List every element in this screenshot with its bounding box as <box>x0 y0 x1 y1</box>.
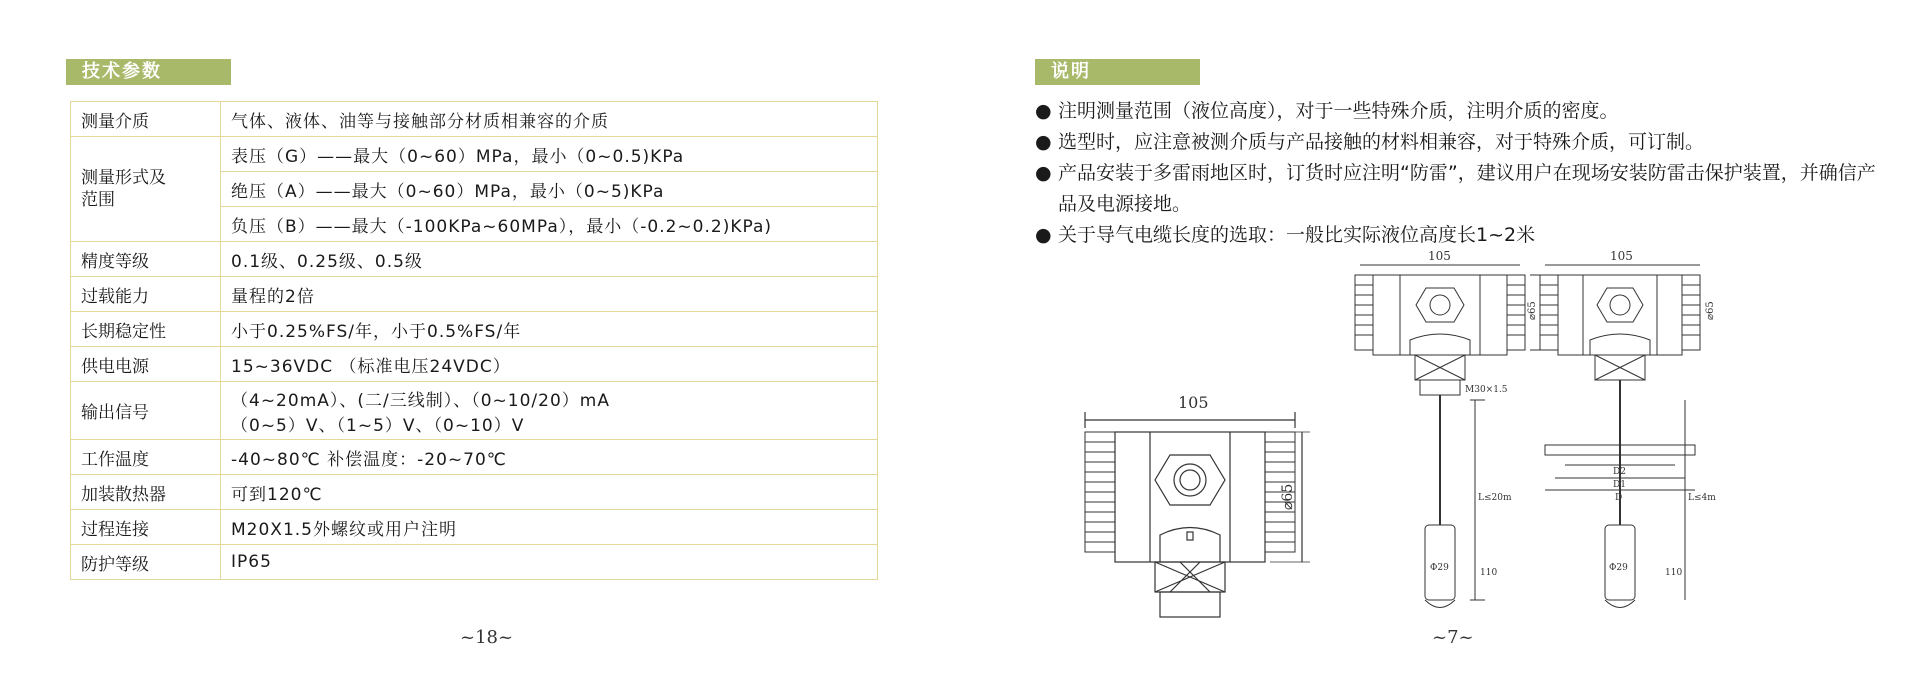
spec-value: 0.1级、0.25级、0.5级 <box>221 242 878 277</box>
spec-label: 供电电源 <box>71 347 221 382</box>
note-item: ● 选型时，应注意被测介质与产品接触的材料相兼容，对于特殊介质，可订制。 <box>1035 127 1905 158</box>
spec-row <box>71 277 878 312</box>
spec-label: 长期稳定性 <box>71 312 221 347</box>
spec-row <box>71 475 878 510</box>
dim-height-label: ⌀65 <box>1527 301 1538 320</box>
thread-label: M30×1.5 <box>1465 385 1508 395</box>
spec-value <box>221 382 878 440</box>
dim-width-label: 105 <box>1610 249 1633 263</box>
spec-label: 测量介质 <box>71 102 221 137</box>
bullet-icon: ● <box>1035 131 1052 153</box>
note-item: ● 产品安装于多雷雨地区时，订货时应注明“防雷”，建议用户在现场安装防雷击保护装置，并确信产品及电源接地。 <box>1035 158 1878 220</box>
spec-label: 过程连接 <box>71 510 221 545</box>
spec-value: M20X1.5外螺纹或用户注明 <box>221 510 878 545</box>
page-number-right: ~7~ <box>1432 627 1474 648</box>
spec-row <box>71 102 878 137</box>
dim-width-label: 105 <box>1178 393 1209 412</box>
dim-height-label: ⌀65 <box>1705 301 1716 320</box>
spec-label: 精度等级 <box>71 242 221 277</box>
spec-label: 输出信号 <box>71 382 221 440</box>
section-title-tech-params: 技术参数 <box>66 59 231 85</box>
probe-diameter-label: Φ29 <box>1609 563 1628 573</box>
spec-table <box>70 101 878 580</box>
spec-value: IP65 <box>221 545 878 580</box>
note-item: ● 关于导气电缆长度的选取：一般比实际液位高度长1~2米 <box>1035 220 1905 251</box>
spec-row <box>71 312 878 347</box>
section-title-notes: 说明 <box>1035 59 1200 85</box>
flange-level-transmitter-drawing <box>1535 250 1735 620</box>
spec-label: 过载能力 <box>71 277 221 312</box>
probe-length-label: 110 <box>1480 568 1498 578</box>
spec-value: -40~80℃ 补偿温度：-20~70℃ <box>221 440 878 475</box>
bullet-icon: ● <box>1035 162 1052 184</box>
dim-width-label: 105 <box>1428 249 1451 263</box>
spec-value: 可到120℃ <box>221 475 878 510</box>
spec-label: 测量形式及范围 <box>71 137 221 242</box>
probe-length-label: 110 <box>1665 568 1683 578</box>
spec-label: 防护等级 <box>71 545 221 580</box>
spec-row <box>71 347 878 382</box>
dim-d-label: D <box>1615 493 1623 503</box>
dim-height-label: ⌀65 <box>1280 483 1296 510</box>
spec-value-line: （4~20mA）、(二/三线制）、（0~10/20）mA <box>231 390 610 411</box>
length-label: L≤4m <box>1688 493 1716 503</box>
page-number-left: ~18~ <box>460 627 514 648</box>
spec-value: 量程的2倍 <box>221 277 878 312</box>
bullet-icon: ● <box>1035 100 1052 122</box>
spec-label: 加装散热器 <box>71 475 221 510</box>
housing-side-drawing <box>1070 380 1310 620</box>
spec-value: 15~36VDC （标准电压24VDC） <box>221 347 878 382</box>
spec-row <box>71 545 878 580</box>
cable-level-transmitter-drawing <box>1350 250 1550 620</box>
bullet-icon: ● <box>1035 224 1052 246</box>
spec-row <box>71 382 878 440</box>
notes-list <box>1035 96 1905 251</box>
spec-value: 表压（G）——最大（0~60）MPa，最小（0~0.5)KPa <box>221 137 878 172</box>
spec-value: 气体、液体、油等与接触部分材质相兼容的介质 <box>221 102 878 137</box>
spec-row <box>71 242 878 277</box>
note-item: ● 注明测量范围（液位高度），对于一些特殊介质，注明介质的密度。 <box>1035 96 1905 127</box>
spec-value: 负压（B）——最大（-100KPa~60MPa），最小（-0.2~0.2)KPa) <box>221 207 878 242</box>
dim-d2-label: D2 <box>1613 467 1626 477</box>
dim-d1-label: D1 <box>1613 480 1626 490</box>
cable-length-label: L≤20m <box>1478 493 1512 503</box>
spec-value: 绝压（A）——最大（0~60）MPa，最小（0~5)KPa <box>221 172 878 207</box>
spec-value-line: （0~5）V、（1~5）V、（0~10）V <box>231 415 525 436</box>
spec-row <box>71 440 878 475</box>
probe-diameter-label: Φ29 <box>1430 563 1449 573</box>
spec-value: 小于0.25%FS/年，小于0.5%FS/年 <box>221 312 878 347</box>
spec-row <box>71 510 878 545</box>
spec-row <box>71 137 878 172</box>
spec-label: 工作温度 <box>71 440 221 475</box>
